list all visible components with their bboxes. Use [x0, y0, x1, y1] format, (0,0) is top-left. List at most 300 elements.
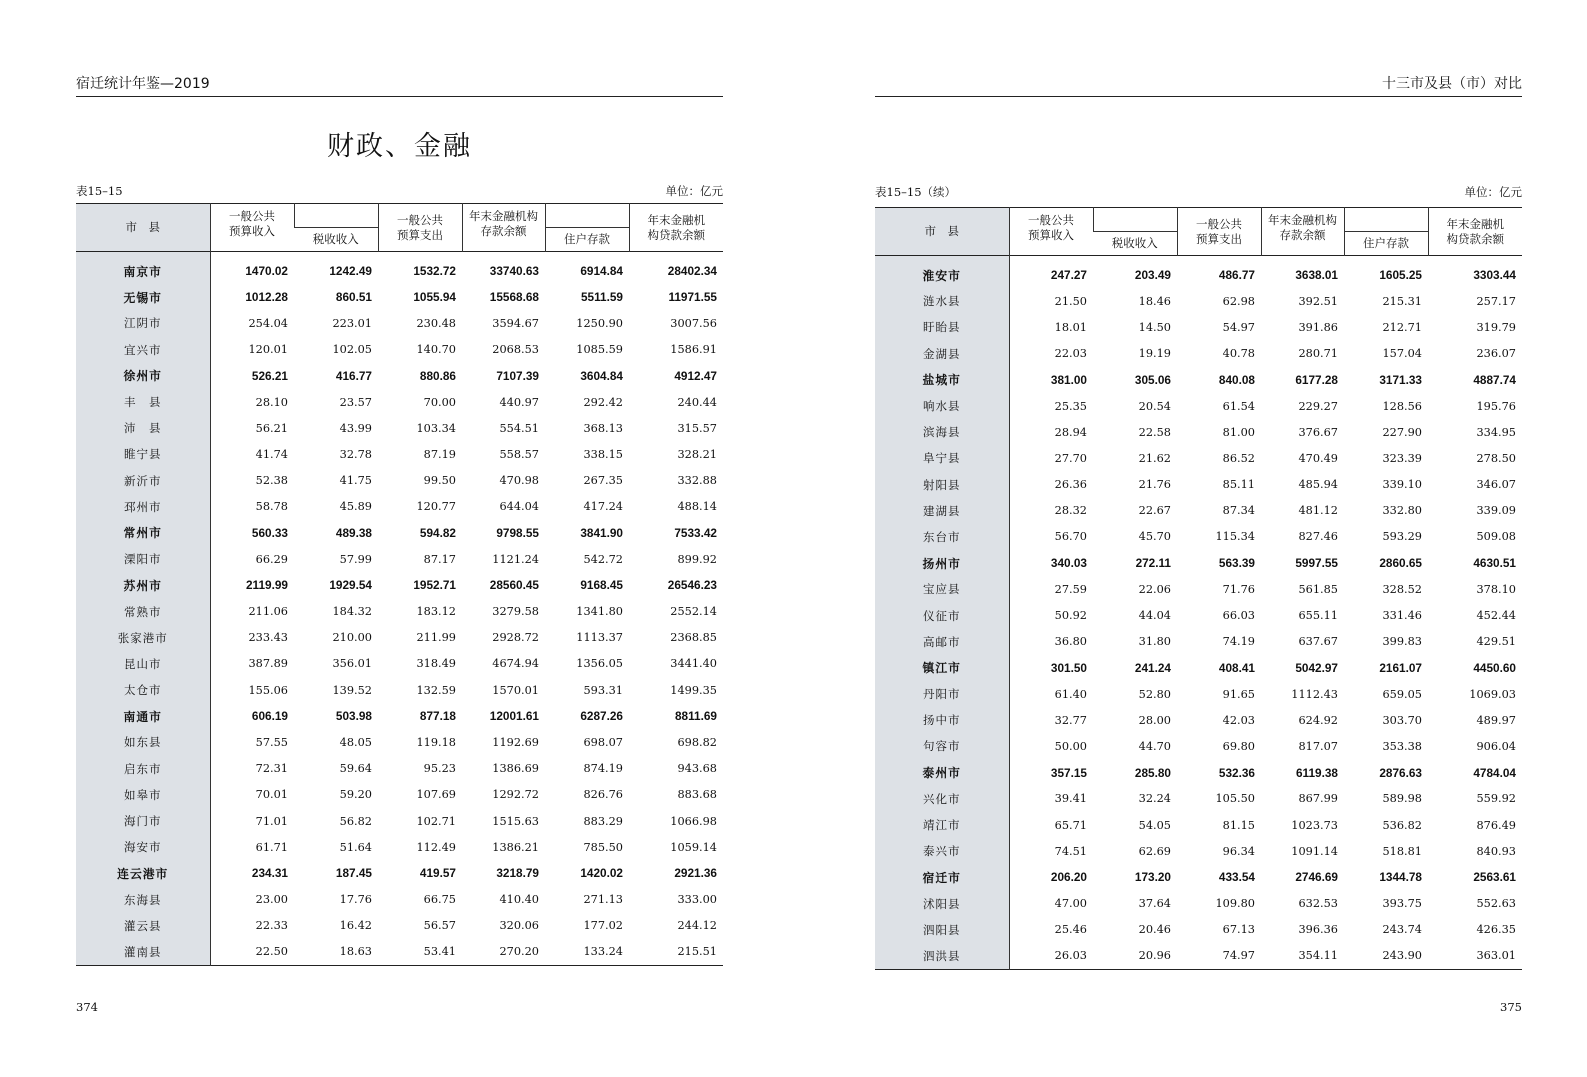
- cell-tax: 1929.54: [329, 578, 372, 593]
- cell-loans: 883.68: [677, 788, 717, 802]
- cell-loans: 552.63: [1476, 897, 1516, 911]
- cell-household: 393.75: [1382, 897, 1422, 911]
- region-name: 靖江市: [875, 812, 1009, 838]
- table-row: [875, 550, 1522, 576]
- cell-expenditure: 103.34: [416, 421, 456, 435]
- table-row: [875, 576, 1522, 602]
- cell-deposits: 1386.69: [492, 762, 539, 776]
- cell-deposits: 396.36: [1298, 923, 1338, 937]
- region-name: 邳州市: [76, 494, 210, 520]
- table-row: [875, 707, 1522, 733]
- cell-household: 593.31: [583, 683, 623, 697]
- cell-revenue: 27.70: [1054, 451, 1087, 465]
- cell-revenue: 560.33: [251, 525, 288, 540]
- cell-loans: 1066.98: [670, 814, 717, 828]
- cell-tax: 22.67: [1138, 504, 1171, 518]
- cell-loans: 4912.47: [674, 368, 717, 383]
- table-row: [875, 498, 1522, 524]
- cell-household: 1420.02: [580, 866, 623, 881]
- cell-household: 536.82: [1382, 818, 1422, 832]
- cell-household: 227.90: [1382, 425, 1422, 439]
- header-loans: 年末金融机 构贷款余额: [629, 204, 723, 252]
- cell-expenditure: 40.78: [1222, 347, 1255, 361]
- region-name: 溧阳市: [76, 546, 210, 572]
- cell-revenue: 22.50: [255, 945, 288, 959]
- table-row: [875, 760, 1522, 786]
- cell-revenue: 58.78: [255, 500, 288, 514]
- region-name: 建湖县: [875, 498, 1009, 524]
- table-row: [76, 572, 723, 598]
- header-region: 市 县: [76, 204, 210, 252]
- cell-household: 157.04: [1382, 347, 1422, 361]
- region-name: 苏州市: [76, 572, 210, 598]
- region-name: 常熟市: [76, 598, 210, 624]
- running-head: [875, 74, 1522, 97]
- cell-household: 353.38: [1382, 739, 1422, 753]
- cell-household: 323.39: [1382, 451, 1422, 465]
- cell-loans: 2552.14: [670, 605, 717, 619]
- cell-household: 1250.90: [576, 316, 623, 330]
- cell-expenditure: 70.00: [423, 395, 456, 409]
- cell-loans: 333.00: [677, 893, 717, 907]
- cell-revenue: 1470.02: [245, 264, 288, 279]
- cell-tax: 305.06: [1134, 372, 1171, 387]
- cell-loans: 346.07: [1476, 478, 1516, 492]
- cell-tax: 20.46: [1138, 923, 1171, 937]
- cell-tax: 22.58: [1138, 425, 1171, 439]
- cell-expenditure: 87.19: [423, 447, 456, 461]
- table-row: [76, 441, 723, 467]
- cell-tax: 210.00: [332, 631, 372, 645]
- cell-deposits: 391.86: [1298, 320, 1338, 334]
- section-title: 财政、金融: [327, 131, 472, 162]
- header-household: 住户存款: [545, 228, 629, 252]
- region-name: 扬中市: [875, 707, 1009, 733]
- cell-household: 593.29: [1382, 530, 1422, 544]
- cell-tax: 184.32: [332, 605, 372, 619]
- table-row: [76, 546, 723, 572]
- cell-tax: 18.63: [339, 945, 372, 959]
- cell-household: 1341.80: [576, 605, 623, 619]
- table-row: [76, 756, 723, 782]
- cell-revenue: 26.36: [1054, 478, 1087, 492]
- region-name: 淮安市: [875, 256, 1009, 289]
- cell-tax: 45.89: [339, 500, 372, 514]
- cell-loans: 363.01: [1476, 949, 1516, 963]
- cell-tax: 14.50: [1138, 320, 1171, 334]
- cell-household: 212.71: [1382, 320, 1422, 334]
- table-row: [76, 284, 723, 310]
- cell-deposits: 1570.01: [492, 683, 539, 697]
- cell-expenditure: 109.80: [1215, 897, 1255, 911]
- cell-deposits: 5042.97: [1295, 660, 1338, 675]
- table-row: [875, 602, 1522, 628]
- region-name: 常州市: [76, 520, 210, 546]
- cell-revenue: 52.38: [255, 474, 288, 488]
- cell-expenditure: 532.36: [1218, 765, 1255, 780]
- cell-loans: 244.12: [677, 919, 717, 933]
- cell-revenue: 36.80: [1054, 635, 1087, 649]
- cell-expenditure: 840.08: [1218, 372, 1255, 387]
- cell-expenditure: 69.80: [1222, 739, 1255, 753]
- cell-deposits: 1121.24: [492, 552, 539, 566]
- cell-household: 2860.65: [1379, 556, 1422, 571]
- cell-deposits: 1023.73: [1291, 818, 1338, 832]
- cell-revenue: 21.50: [1054, 294, 1087, 308]
- cell-tax: 21.62: [1138, 451, 1171, 465]
- region-name: 金湖县: [875, 341, 1009, 367]
- region-name: 泰兴市: [875, 838, 1009, 864]
- cell-tax: 272.11: [1135, 556, 1171, 571]
- table-row: [875, 288, 1522, 314]
- cell-loans: 2368.85: [670, 631, 717, 645]
- cell-deposits: 485.94: [1298, 478, 1338, 492]
- cell-loans: 1499.35: [670, 683, 717, 697]
- cell-household: 1605.25: [1379, 268, 1422, 283]
- cell-deposits: 470.49: [1298, 451, 1338, 465]
- cell-household: 338.15: [583, 447, 623, 461]
- header-tax: 税收收入: [1093, 232, 1177, 256]
- cell-household: 9168.45: [580, 578, 623, 593]
- cell-loans: 240.44: [677, 395, 717, 409]
- cell-loans: 378.10: [1476, 582, 1516, 596]
- cell-loans: 906.04: [1476, 739, 1516, 753]
- cell-revenue: 28.94: [1054, 425, 1087, 439]
- table-row: [76, 939, 723, 966]
- region-name: 昆山市: [76, 651, 210, 677]
- table-row: [76, 651, 723, 677]
- cell-expenditure: 81.00: [1222, 425, 1255, 439]
- region-name: 沭阳县: [875, 891, 1009, 917]
- cell-tax: 51.64: [339, 840, 372, 854]
- cell-tax: 45.70: [1138, 530, 1171, 544]
- cell-household: 339.10: [1382, 478, 1422, 492]
- cell-revenue: 25.35: [1054, 399, 1087, 413]
- cell-expenditure: 119.18: [416, 735, 456, 749]
- region-name: 如东县: [76, 729, 210, 755]
- running-head: [76, 74, 723, 97]
- cell-revenue: 18.01: [1054, 320, 1087, 334]
- region-name: 张家港市: [76, 625, 210, 651]
- cell-loans: 4784.04: [1473, 765, 1516, 780]
- region-name: 兴化市: [875, 786, 1009, 812]
- cell-expenditure: 563.39: [1218, 556, 1255, 571]
- cell-revenue: 28.10: [255, 395, 288, 409]
- cell-loans: 334.95: [1476, 425, 1516, 439]
- cell-expenditure: 56.57: [423, 919, 456, 933]
- cell-revenue: 50.92: [1054, 609, 1087, 623]
- cell-expenditure: 87.17: [423, 552, 456, 566]
- cell-expenditure: 74.19: [1222, 635, 1255, 649]
- cell-household: 177.02: [583, 919, 623, 933]
- cell-tax: 56.82: [339, 814, 372, 828]
- cell-deposits: 2068.53: [492, 343, 539, 357]
- cell-revenue: 22.33: [255, 919, 288, 933]
- cell-revenue: 206.20: [1050, 870, 1087, 885]
- table-row: [76, 808, 723, 834]
- cell-revenue: 26.03: [1054, 949, 1087, 963]
- cell-loans: 4630.51: [1473, 556, 1516, 571]
- cell-revenue: 25.46: [1054, 923, 1087, 937]
- cell-expenditure: 42.03: [1222, 713, 1255, 727]
- cell-tax: 44.70: [1138, 739, 1171, 753]
- cell-revenue: 61.71: [255, 840, 288, 854]
- cell-tax: 19.19: [1138, 347, 1171, 361]
- cell-household: 331.46: [1382, 609, 1422, 623]
- cell-tax: 139.52: [332, 683, 372, 697]
- cell-revenue: 66.29: [255, 552, 288, 566]
- region-name: 如皋市: [76, 782, 210, 808]
- cell-expenditure: 433.54: [1218, 870, 1255, 885]
- cell-deposits: 817.07: [1298, 739, 1338, 753]
- cell-household: 3171.33: [1379, 372, 1422, 387]
- cell-loans: 315.57: [677, 421, 717, 435]
- cell-household: 368.13: [583, 421, 623, 435]
- cell-deposits: 270.20: [499, 945, 539, 959]
- cell-loans: 8811.69: [675, 709, 717, 724]
- cell-tax: 356.01: [332, 657, 372, 671]
- cell-expenditure: 120.77: [416, 500, 456, 514]
- region-name: 宿迁市: [875, 864, 1009, 890]
- cell-deposits: 12001.61: [489, 709, 539, 724]
- cell-loans: 509.08: [1476, 530, 1516, 544]
- cell-household: 243.74: [1382, 923, 1422, 937]
- cell-loans: 3007.56: [670, 316, 717, 330]
- cell-expenditure: 91.65: [1222, 687, 1255, 701]
- table-row: [76, 468, 723, 494]
- cell-expenditure: 183.12: [416, 605, 456, 619]
- table-row: [875, 917, 1522, 943]
- cell-deposits: 392.51: [1298, 294, 1338, 308]
- cell-expenditure: 87.34: [1222, 504, 1255, 518]
- cell-revenue: 28.32: [1054, 504, 1087, 518]
- cell-expenditure: 74.97: [1222, 949, 1255, 963]
- cell-tax: 43.99: [339, 421, 372, 435]
- cell-expenditure: 86.52: [1222, 451, 1255, 465]
- cell-household: 518.81: [1382, 844, 1422, 858]
- cell-expenditure: 115.34: [1215, 530, 1255, 544]
- region-name: 连云港市: [76, 860, 210, 886]
- table-row: [875, 445, 1522, 471]
- cell-expenditure: 85.11: [1222, 478, 1255, 492]
- cell-household: 1344.78: [1379, 870, 1422, 885]
- cell-expenditure: 62.98: [1222, 294, 1255, 308]
- cell-expenditure: 318.49: [416, 657, 456, 671]
- table-row: [875, 393, 1522, 419]
- cell-expenditure: 1055.94: [413, 290, 456, 305]
- cell-deposits: 637.67: [1298, 635, 1338, 649]
- table-row: [76, 782, 723, 808]
- region-name: 无锡市: [76, 284, 210, 310]
- cell-deposits: 410.40: [499, 893, 539, 907]
- table-row: [875, 891, 1522, 917]
- region-name: 句容市: [875, 733, 1009, 759]
- table-unit: 单位：亿元: [665, 184, 723, 198]
- cell-deposits: 229.27: [1298, 399, 1338, 413]
- cell-deposits: 376.67: [1298, 425, 1338, 439]
- region-name: 滨海县: [875, 419, 1009, 445]
- table-id: 表15–15: [76, 184, 123, 198]
- cell-deposits: 1386.21: [492, 840, 539, 854]
- table-row: [76, 887, 723, 913]
- cell-deposits: 354.11: [1298, 949, 1338, 963]
- table-row: [875, 655, 1522, 681]
- cell-tax: 59.20: [339, 788, 372, 802]
- cell-revenue: 340.03: [1050, 556, 1087, 571]
- cell-loans: 3303.44: [1473, 268, 1516, 283]
- cell-loans: 488.14: [677, 500, 717, 514]
- cell-deposits: 320.06: [499, 919, 539, 933]
- table-row: [875, 838, 1522, 864]
- cell-household: 1356.05: [576, 657, 623, 671]
- cell-household: 2876.63: [1379, 765, 1422, 780]
- table-row: [875, 256, 1522, 289]
- cell-household: 399.83: [1382, 635, 1422, 649]
- cell-household: 5511.59: [581, 290, 623, 305]
- cell-tax: 17.76: [339, 893, 372, 907]
- cell-tax: 32.78: [339, 447, 372, 461]
- cell-deposits: 561.85: [1298, 582, 1338, 596]
- cell-loans: 840.93: [1476, 844, 1516, 858]
- cell-tax: 1242.49: [329, 264, 372, 279]
- cell-deposits: 1292.72: [492, 788, 539, 802]
- header-tax-top: [1093, 208, 1177, 232]
- region-name: 高邮市: [875, 629, 1009, 655]
- cell-loans: 11971.55: [668, 290, 717, 305]
- region-name: 镇江市: [875, 655, 1009, 681]
- region-name: 宜兴市: [76, 337, 210, 363]
- table-row: [76, 310, 723, 336]
- cell-household: 417.24: [583, 500, 623, 514]
- region-name: 海门市: [76, 808, 210, 834]
- region-name: 丹阳市: [875, 681, 1009, 707]
- cell-expenditure: 107.69: [416, 788, 456, 802]
- cell-loans: 28402.34: [667, 264, 717, 279]
- cell-tax: 860.51: [335, 290, 372, 305]
- data-table-right: [875, 207, 1522, 970]
- cell-revenue: 254.04: [248, 316, 288, 330]
- cell-household: 589.98: [1382, 792, 1422, 806]
- table-row: [76, 389, 723, 415]
- cell-tax: 48.05: [339, 735, 372, 749]
- cell-loans: 4887.74: [1473, 372, 1516, 387]
- region-name: 丰 县: [76, 389, 210, 415]
- table-row: [76, 625, 723, 651]
- cell-deposits: 644.04: [499, 500, 539, 514]
- cell-revenue: 357.15: [1050, 765, 1087, 780]
- cell-household: 267.35: [583, 474, 623, 488]
- cell-revenue: 70.01: [255, 788, 288, 802]
- cell-revenue: 41.74: [255, 447, 288, 461]
- cell-loans: 489.97: [1476, 713, 1516, 727]
- cell-revenue: 247.27: [1050, 268, 1087, 283]
- cell-loans: 319.79: [1476, 320, 1516, 334]
- region-name: 睢宁县: [76, 441, 210, 467]
- table-row: [875, 367, 1522, 393]
- cell-revenue: 27.59: [1054, 582, 1087, 596]
- cell-revenue: 47.00: [1054, 897, 1087, 911]
- table-row: [875, 524, 1522, 550]
- header-household-top: [1344, 208, 1428, 232]
- cell-tax: 41.75: [339, 474, 372, 488]
- table-row: [76, 252, 723, 285]
- cell-household: 243.90: [1382, 949, 1422, 963]
- cell-expenditure: 1952.71: [413, 578, 456, 593]
- cell-revenue: 1012.28: [245, 290, 288, 305]
- cell-deposits: 6119.38: [1296, 765, 1338, 780]
- cell-loans: 332.88: [677, 474, 717, 488]
- cell-tax: 23.57: [339, 395, 372, 409]
- cell-household: 874.19: [583, 762, 623, 776]
- cell-loans: 1059.14: [670, 840, 717, 854]
- cell-revenue: 50.00: [1054, 739, 1087, 753]
- cell-tax: 54.05: [1138, 818, 1171, 832]
- cell-revenue: 387.89: [248, 657, 288, 671]
- cell-tax: 16.42: [339, 919, 372, 933]
- table-row: [875, 943, 1522, 970]
- cell-revenue: 155.06: [248, 683, 288, 697]
- header-household: 住户存款: [1344, 232, 1428, 256]
- cell-loans: 215.51: [677, 945, 717, 959]
- cell-deposits: 9798.55: [496, 525, 539, 540]
- running-head-text: 十三市及县（市）对比: [1382, 76, 1522, 92]
- cell-revenue: 120.01: [248, 343, 288, 357]
- cell-expenditure: 66.75: [423, 893, 456, 907]
- cell-household: 215.31: [1382, 294, 1422, 308]
- cell-household: 2161.07: [1379, 660, 1422, 675]
- cell-deposits: 1192.69: [492, 735, 539, 749]
- cell-deposits: 632.53: [1298, 897, 1338, 911]
- table-row: [875, 786, 1522, 812]
- cell-tax: 21.76: [1138, 478, 1171, 492]
- cell-loans: 452.44: [1476, 609, 1516, 623]
- cell-revenue: 211.06: [248, 605, 288, 619]
- cell-expenditure: 54.97: [1222, 320, 1255, 334]
- region-name: 南京市: [76, 252, 210, 285]
- region-name: 盐城市: [875, 367, 1009, 393]
- cell-expenditure: 81.15: [1222, 818, 1255, 832]
- region-name: 东海县: [76, 887, 210, 913]
- cell-expenditure: 99.50: [423, 474, 456, 488]
- cell-tax: 22.06: [1138, 582, 1171, 596]
- cell-loans: 236.07: [1476, 347, 1516, 361]
- cell-expenditure: 230.48: [416, 316, 456, 330]
- page-number: 375: [1500, 1000, 1522, 1014]
- cell-loans: 943.68: [677, 762, 717, 776]
- cell-deposits: 4674.94: [492, 657, 539, 671]
- table-row: [875, 419, 1522, 445]
- table-row: [875, 812, 1522, 838]
- cell-tax: 28.00: [1138, 713, 1171, 727]
- table-row: [76, 729, 723, 755]
- cell-revenue: 71.01: [255, 814, 288, 828]
- cell-expenditure: 132.59: [416, 683, 456, 697]
- cell-expenditure: 408.41: [1218, 660, 1255, 675]
- table-row: [875, 314, 1522, 340]
- region-name: 泗洪县: [875, 943, 1009, 970]
- region-name: 扬州市: [875, 550, 1009, 576]
- header-expenditure: 一般公共 预算支出: [1177, 208, 1261, 256]
- cell-loans: 1069.03: [1469, 687, 1516, 701]
- table-row: [76, 677, 723, 703]
- cell-tax: 44.04: [1138, 609, 1171, 623]
- region-name: 盱眙县: [875, 314, 1009, 340]
- cell-expenditure: 61.54: [1222, 399, 1255, 413]
- header-revenue: 一般公共 预算收入: [210, 204, 294, 252]
- cell-revenue: 606.19: [251, 709, 288, 724]
- cell-deposits: 655.11: [1298, 609, 1338, 623]
- cell-revenue: 65.71: [1054, 818, 1087, 832]
